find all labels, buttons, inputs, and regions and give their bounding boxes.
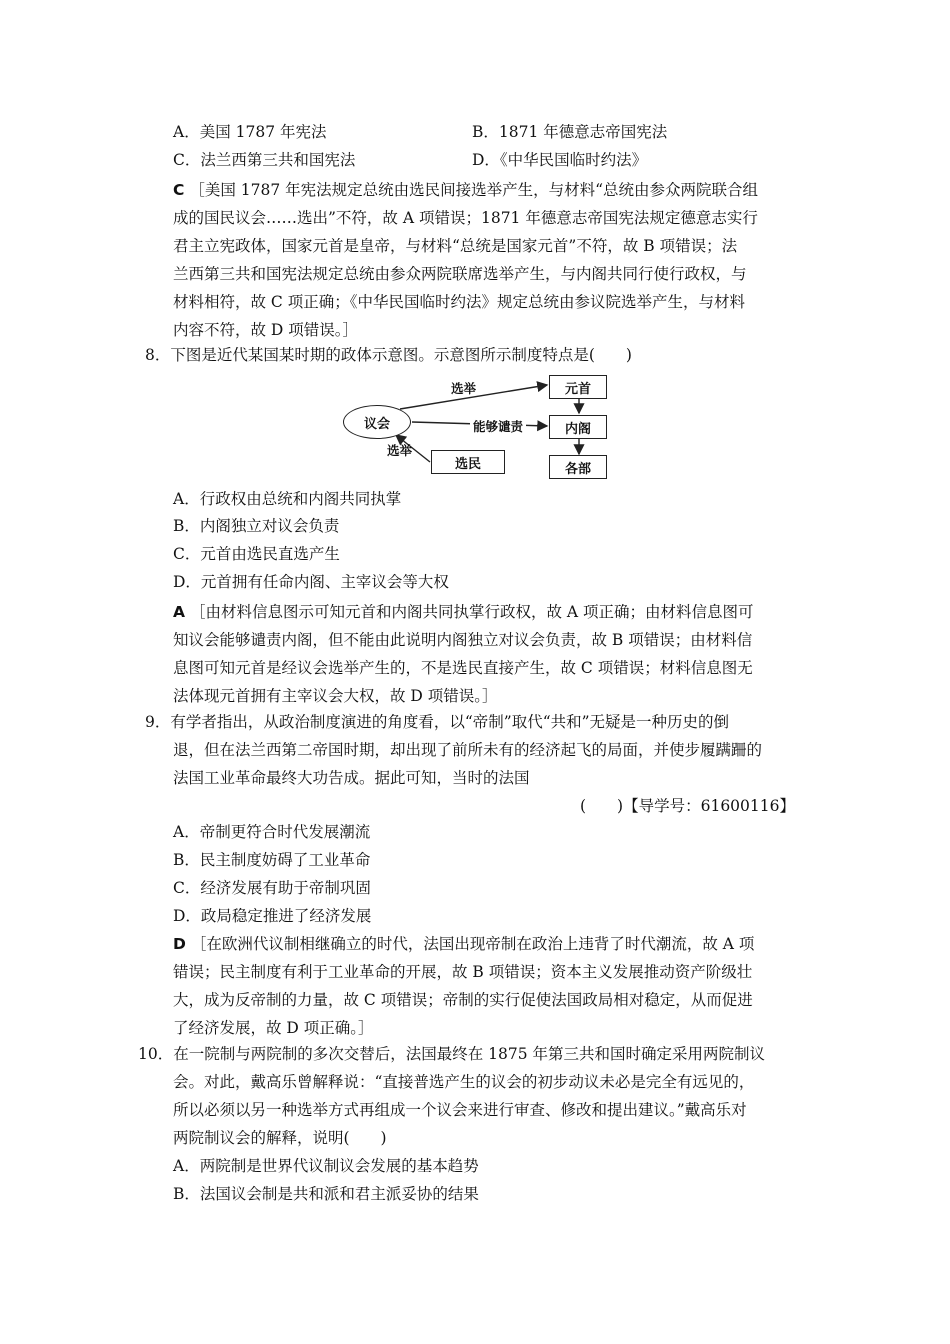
q7-explain-text: ［美国 1787 年宪法规定总统由选民间接选举产生，与材料“总统由参众两院联合组	[189, 181, 759, 199]
cabinet-node: 内阁	[549, 415, 607, 439]
q7-option-d: D．《中华民国临时约法》	[472, 151, 648, 169]
q8-explain-text: ［由材料信息图示可知元首和内阁共同执掌行政权，故 A 项正确；由材料信息图可	[189, 603, 754, 621]
government-diagram	[330, 370, 620, 482]
q10-option-a: A．两院制是世界代议制议会发展的基本趋势	[173, 1157, 479, 1175]
censure-label: 能够谴责	[470, 417, 526, 435]
q9-stem-line-2: 退，但在法兰西第二帝国时期，却出现了前所未有的经济起飞的局面，并使步履蹒跚的	[173, 741, 763, 759]
q7-option-c: C．法兰西第三共和国宪法	[173, 151, 356, 169]
q9-answer: D	[173, 935, 186, 953]
q10-stem-line-4: 两院制议会的解释，说明( )	[173, 1129, 387, 1147]
voters-node: 选民	[431, 450, 505, 474]
q7-explain-line-1	[173, 180, 758, 200]
q9-option-c: C．经济发展有助于帝制巩固	[173, 879, 371, 897]
elect-top-label: 选举	[451, 381, 477, 396]
parliament-node: 议会	[343, 405, 411, 439]
elect-bottom-label: 选举	[387, 443, 413, 458]
q10-option-b: B．法国议会制是共和派和君主派妥协的结果	[173, 1185, 479, 1203]
q9-explain-line-2: 错误；民主制度有利于工业革命的开展，故 B 项错误；资本主义发展推动资产阶级壮	[173, 963, 753, 981]
q8-option-b: B．内阁独立对议会负责	[173, 517, 340, 535]
q7-answer: C	[173, 181, 185, 199]
q8-explain-line-2: 知议会能够谴责内阁，但不能由此说明内阁独立对议会负责，故 B 项错误；由材料信	[173, 631, 753, 649]
q8-stem: 8．下图是近代某国某时期的政体示意图。示意图所示制度特点是( )	[145, 346, 632, 364]
head-of-state-node: 元首	[549, 375, 607, 399]
q9-option-a: A．帝制更符合时代发展潮流	[173, 823, 371, 841]
q9-explain-line-3: 大，成为反帝制的力量，故 C 项错误；帝制的实行促使法国政局相对稳定，从而促进	[173, 991, 753, 1009]
q8-option-a: A．行政权由总统和内阁共同执掌	[173, 490, 402, 508]
q8-explain-line-1	[173, 602, 754, 622]
q9-option-b: B．民主制度妨碍了工业革命	[173, 851, 371, 869]
q7-explain-line-4: 兰西第三共和国宪法规定总统由参众两院联席选举产生，与内阁共同行使行政权，与	[173, 265, 747, 283]
q8-option-d: D．元首拥有任命内阁、主宰议会等大权	[173, 573, 449, 591]
q7-explain-line-6: 内容不符，故 D 项错误。］	[173, 321, 359, 339]
q8-option-c: C．元首由选民直选产生	[173, 545, 340, 563]
q10-stem-line-1: 10．在一院制与两院制的多次交替后，法国最终在 1875 年第三共和国时确定采用两院制议	[138, 1045, 766, 1063]
q8-answer: A	[173, 603, 185, 621]
q9-stem-line-1: 9．有学者指出，从政治制度演进的角度看，以“帝制”取代“共和”无疑是一种历史的倒	[145, 713, 730, 731]
q9-stem-line-3: 法国工业革命最终大功告成。据此可知，当时的法国	[173, 769, 530, 787]
q7-option-b: B．1871 年德意志帝国宪法	[472, 123, 668, 141]
q8-explain-line-3: 息图可知元首是经议会选举产生的，不是选民直接产生，故 C 项错误；材料信息图无	[173, 659, 753, 677]
ministries-node: 各部	[549, 455, 607, 479]
q9-explain-line-4: 了经济发展，故 D 项正确。］	[173, 1019, 374, 1037]
q9-stem-tail: ( )【导学号：61600116】	[580, 797, 795, 815]
q10-stem-line-2: 会。对此，戴高乐曾解释说：“直接普选产生的议会的初步动议未必是完全有远见的，	[173, 1073, 755, 1091]
q7-explain-line-5: 材料相符，故 C 项正确；《中华民国临时约法》规定总统由参议院选举产生，与材料	[173, 293, 745, 311]
q9-explain-text: ［在欧洲代议制相继确立的时代，法国出现帝制在政治上违背了时代潮流，故 A 项	[190, 935, 755, 953]
q9-option-d: D．政局稳定推进了经济发展	[173, 907, 372, 925]
q7-option-a: A．美国 1787 年宪法	[173, 123, 327, 141]
q7-explain-line-3: 君主立宪政体，国家元首是皇帝，与材料“总统是国家元首”不符，故 B 项错误；法	[173, 237, 738, 255]
q10-stem-line-3: 所以必须以另一种选举方式再组成一个议会来进行审查、修改和提出建议。”戴高乐对	[173, 1101, 747, 1119]
q7-explain-line-2: 成的国民议会……选出”不符，故 A 项错误；1871 年德意志帝国宪法规定德意志实行	[173, 209, 758, 227]
q9-explain-line-1	[173, 934, 754, 954]
q8-explain-line-4: 法体现元首拥有主宰议会大权，故 D 项错误。］	[173, 687, 498, 705]
